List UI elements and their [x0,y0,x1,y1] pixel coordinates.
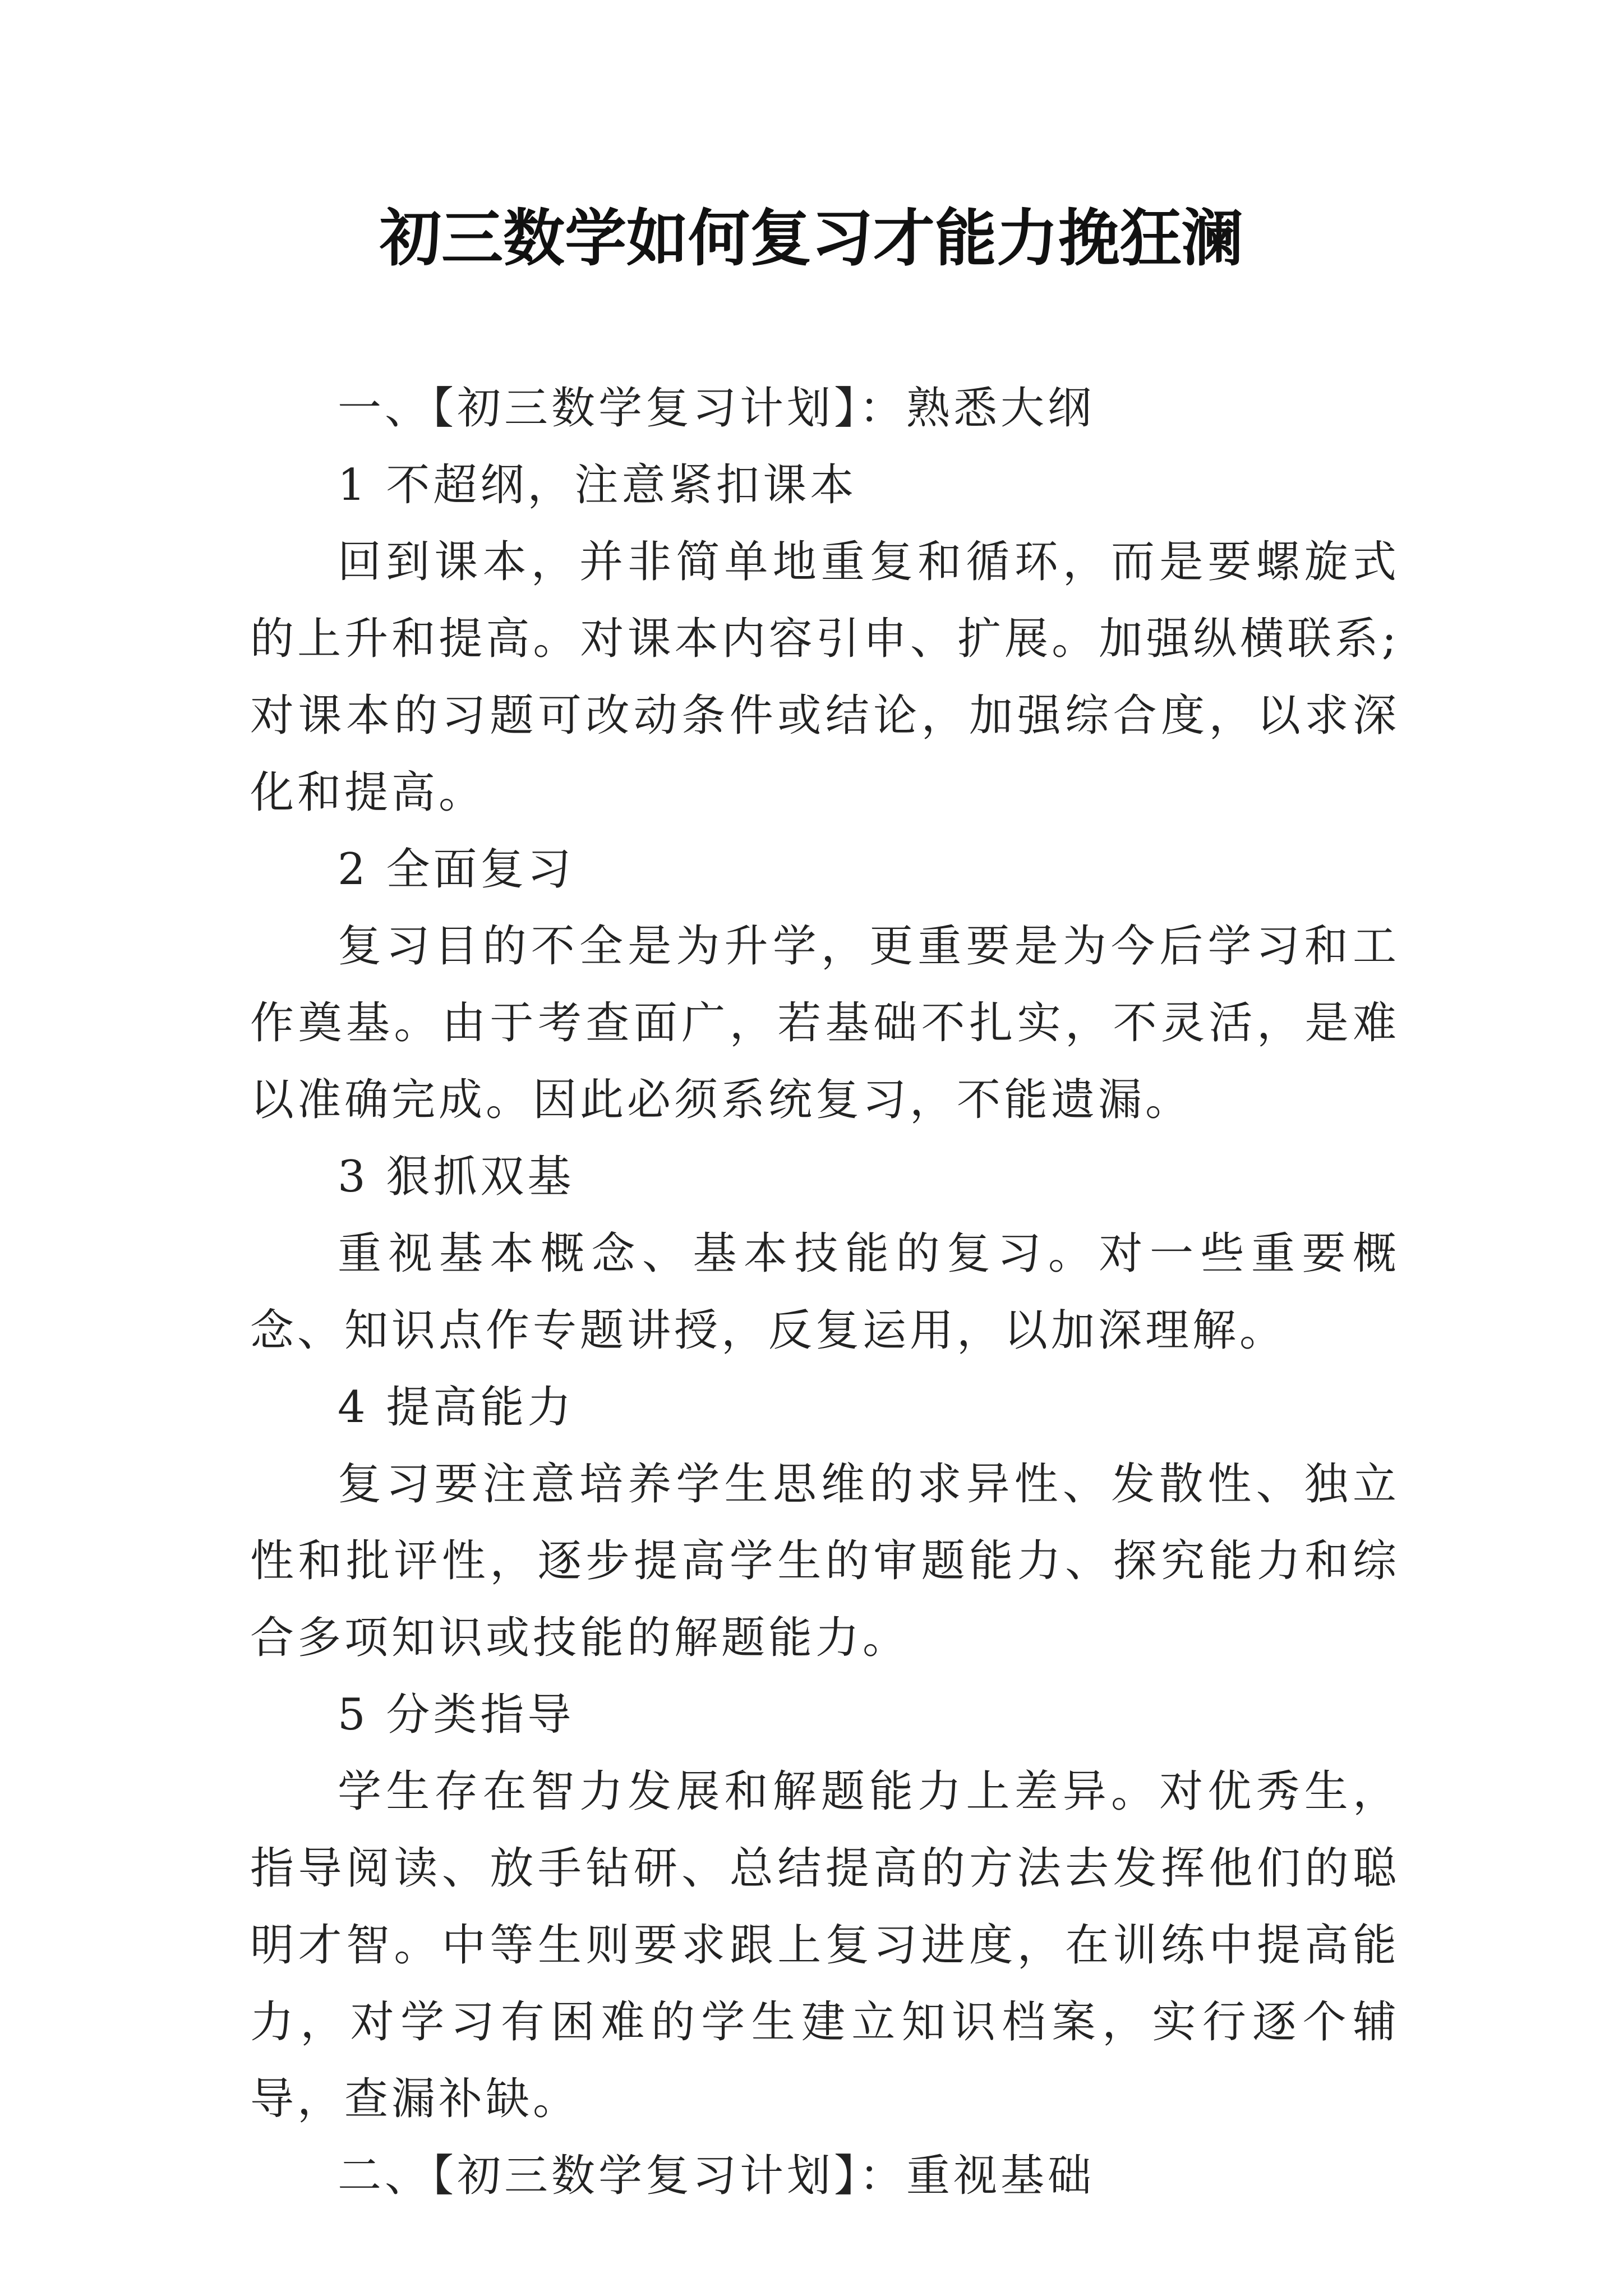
subheading-3: 3 狠抓双基 [338,1152,575,1202]
subheading-1: 1 不超纲，注意紧扣课本 [338,460,857,510]
document-title: 初三数学如何复习才能力挽狂澜 [380,202,1243,274]
paragraph: 复习要注意培养学生思维的求异性、发散性、独立性和批评性，逐步提高学生的审题能力、探究能力和综合多项知识或技能的解题能力。 [250,1459,1400,1663]
section-heading-2: 二、【初三数学复习计划】：重视基础 [338,2151,1095,2201]
paragraph: 重视基本概念、基本技能的复习。对一些重要概念、知识点作专题讲授，反复运用，以加深理解。 [250,1228,1400,1356]
subheading-4: 4 提高能力 [338,1382,575,1433]
subheading-5: 5 分类指导 [338,1690,575,1740]
section-heading-1: 一、【初三数学复习计划】：熟悉大纲 [338,383,1095,434]
subheading-2: 2 全面复习 [338,844,575,895]
paragraph: 复习目的不全是为升学，更重要是为今后学习和工作奠基。由于考查面广，若基础不扎实，不灵活，是难以准确完成。因此必须系统复习，不能遗漏。 [250,921,1400,1125]
paragraph: 回到课本，并非简单地重复和循环，而是要螺旋式的上升和提高。对课本内容引申、扩展。加强纵横联系;对课本的习题可改动条件或结论，加强综合度，以求深化和提高。 [250,537,1400,818]
document-body [250,370,1400,2215]
paragraph: 学生存在智力发展和解题能力上差异。对优秀生，指导阅读、放手钻研、总结提高的方法去发挥他们的聪明才智。中等生则要求跟上复习进度，在训练中提高能力，对学习有困难的学生建立知识档案，实行逐个辅导，查漏补缺。 [250,1766,1400,2124]
